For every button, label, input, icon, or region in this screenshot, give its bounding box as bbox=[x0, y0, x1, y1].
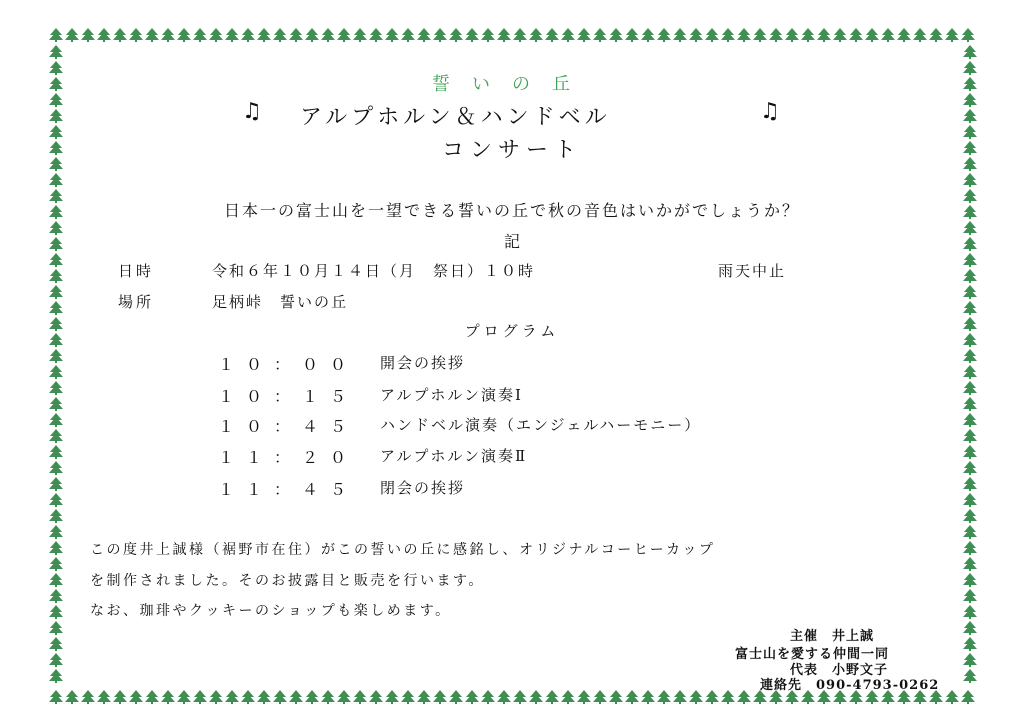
place-label: 場所 bbox=[118, 293, 155, 311]
organizer-group: 富士山を愛する仲間一同 bbox=[735, 647, 890, 662]
organizer-host: 主催 井上誠 bbox=[790, 629, 875, 644]
title-line-1: アルプホルン＆ハンドベル bbox=[300, 105, 611, 130]
program-item: 開会の挨拶 bbox=[380, 354, 466, 372]
datetime-label: 日時 bbox=[118, 262, 155, 280]
program-item: 閉会の挨拶 bbox=[380, 479, 466, 497]
body-line-1: この度井上誠様（裾野市在住）がこの誓いの丘に感銘し、オリジナルコーヒーカップ bbox=[90, 542, 716, 558]
place-value: 足柄峠 誓いの丘 bbox=[212, 293, 349, 311]
program-title: プログラム bbox=[464, 322, 560, 340]
body-line-3: なお、珈琲やクッキーのショップも楽しめます。 bbox=[90, 603, 452, 619]
invitation-text: 日本一の富士山を一望できる誓いの丘で秋の音色はいかがでしょうか？ bbox=[223, 201, 800, 220]
program-item: アルプホルン演奏Ⅰ bbox=[380, 386, 523, 404]
organizer-representative: 代表 小野文子 bbox=[790, 663, 889, 678]
music-note-icon: ♫ bbox=[760, 98, 780, 124]
rain-note: 雨天中止 bbox=[718, 262, 787, 280]
program-item: アルプホルン演奏Ⅱ bbox=[380, 447, 528, 465]
program-time: １０：１５ bbox=[218, 387, 359, 406]
program-time: １１：４５ bbox=[218, 480, 359, 499]
title-line-2: コンサート bbox=[441, 138, 582, 163]
program-time: １０：４５ bbox=[218, 417, 359, 436]
program-time: １０：００ bbox=[218, 355, 359, 374]
organizer-contact: 連絡先 090-4793-0262 bbox=[760, 678, 940, 693]
music-note-icon: ♫ bbox=[242, 98, 262, 124]
datetime-value: 令和６年１０月１４日（月 祭日）１０時 bbox=[212, 262, 536, 280]
program-time: １１：２０ bbox=[218, 448, 359, 467]
subtitle: 誓いの丘 bbox=[432, 74, 592, 95]
ki-heading: 記 bbox=[503, 232, 520, 251]
body-line-2: を制作されました。そのお披露目と販売を行います。 bbox=[90, 573, 485, 589]
program-item: ハンドベル演奏（エンジェルハーモニー） bbox=[380, 416, 702, 434]
